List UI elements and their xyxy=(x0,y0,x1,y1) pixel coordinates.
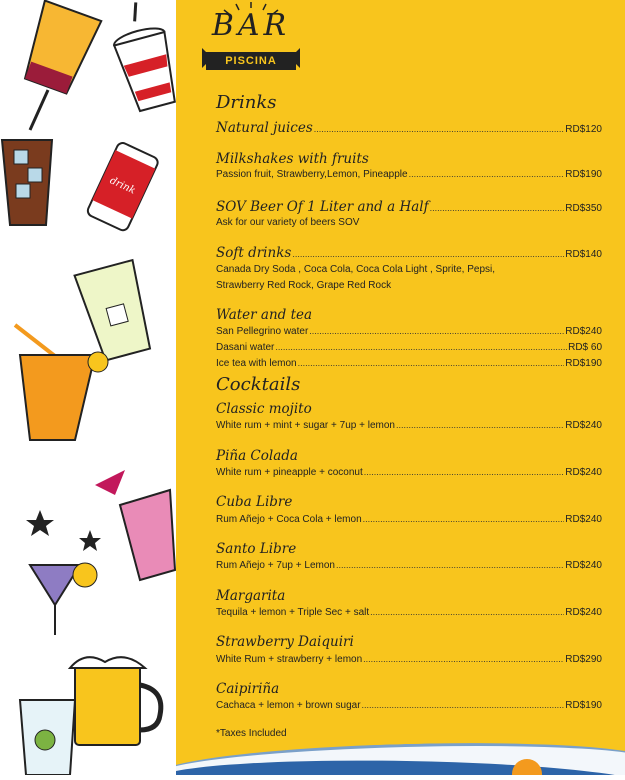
cocktail-description: Tequila + lemon + Triple Sec + salt xyxy=(216,607,370,618)
cocktail-price: RD$240 xyxy=(565,607,602,618)
lemonade-glass-icon xyxy=(75,260,156,362)
item-price: RD$140 xyxy=(565,249,602,260)
cocktail-row-santo-libre xyxy=(216,558,602,573)
juice-glass-icon xyxy=(18,1,102,97)
water-glass-icon xyxy=(20,700,75,775)
cocktail-row-caipirina xyxy=(216,698,602,713)
menu-item-milkshakes xyxy=(216,167,602,182)
item-name: San Pellegrino water xyxy=(216,326,309,337)
item-price: RD$190 xyxy=(565,358,602,369)
cocktail-description: White rum + pineapple + coconut xyxy=(216,467,363,478)
cocktail-description: Rum Añejo + 7up + Lemon xyxy=(216,560,335,571)
item-description: Passion fruit, Strawberry,Lemon, Pineapple xyxy=(216,169,408,180)
item-price: RD$120 xyxy=(565,124,602,135)
leader-dots xyxy=(314,124,565,134)
item-description-line-1: Canada Dry Soda , Coca Cola, Coca Cola Light , Sprite, Pepsi, xyxy=(216,264,496,275)
cocktail-name: Caipiriña xyxy=(216,681,280,697)
cocktail-name: Piña Colada xyxy=(216,448,298,464)
leader-dots xyxy=(362,698,565,713)
svg-text:drink: drink xyxy=(107,175,137,197)
menu-item-water-tea-title: Water and tea xyxy=(216,307,313,323)
beer-mug-icon xyxy=(70,657,161,745)
menu-item-san-pellegrino xyxy=(216,324,602,339)
taxes-note: *Taxes Included xyxy=(216,728,287,739)
cocktail-row-cuba-libre xyxy=(216,512,602,527)
leader-dots xyxy=(363,652,564,667)
drinks-illustrations xyxy=(0,0,176,775)
leader-dots xyxy=(364,465,565,480)
cocktail-price: RD$240 xyxy=(565,420,602,431)
menu-item-ice-tea xyxy=(216,356,602,371)
cocktail-price: RD$190 xyxy=(565,700,602,711)
pink-cocktail-icon xyxy=(95,470,175,580)
leader-dots xyxy=(409,167,565,182)
menu-item-milkshakes-title: Milkshakes with fruits xyxy=(216,151,369,167)
item-name: Dasani water xyxy=(216,342,275,353)
item-name: Ice tea with lemon xyxy=(216,358,297,369)
cocktail-description: Cachaca + lemon + brown sugar xyxy=(216,700,361,711)
soda-cup-icon xyxy=(105,0,176,113)
cocktail-name: Cuba Libre xyxy=(216,494,293,510)
item-name: SOV Beer Of 1 Liter and a Half xyxy=(216,199,429,215)
cocktail-name: Strawberry Daiquiri xyxy=(216,634,354,650)
leader-dots xyxy=(336,558,564,573)
item-price: RD$190 xyxy=(565,169,602,180)
item-price: RD$ 60 xyxy=(568,342,602,353)
cocktail-name: Classic mojito xyxy=(216,401,312,417)
orange-drink-icon xyxy=(15,325,108,440)
section-heading-drinks: Drinks xyxy=(216,92,277,113)
menu-item-dasani xyxy=(216,340,602,355)
soda-can-icon xyxy=(86,141,160,232)
cocktail-price: RD$240 xyxy=(565,560,602,571)
cocktail-price: RD$290 xyxy=(565,654,602,665)
cocktail-row-classic-mojito xyxy=(216,418,602,433)
iced-cola-icon xyxy=(2,90,52,225)
cocktail-description: Rum Añejo + Coca Cola + lemon xyxy=(216,514,362,525)
cocktail-row-pina-colada xyxy=(216,465,602,480)
item-price: RD$240 xyxy=(565,326,602,337)
logo-subtitle: PISCINA xyxy=(206,52,296,70)
leader-dots xyxy=(275,340,567,355)
item-description: Ask for our variety of beers SOV xyxy=(216,217,360,228)
item-name: Natural juices xyxy=(216,120,313,136)
martini-stars-icon xyxy=(26,510,101,635)
cocktail-name: Santo Libre xyxy=(216,541,297,557)
item-price: RD$350 xyxy=(565,203,602,214)
leader-dots xyxy=(292,249,564,259)
cocktail-name: Margarita xyxy=(216,588,286,604)
cocktail-description: White Rum + strawberry + lemon xyxy=(216,654,363,665)
leader-dots xyxy=(309,324,564,339)
cocktail-row-strawberry-daiquiri xyxy=(216,652,602,667)
menu-item-sov-beer xyxy=(216,199,602,216)
section-heading-cocktails: Cocktails xyxy=(216,374,301,395)
bar-piscina-logo xyxy=(196,2,306,76)
menu-item-soft-drinks xyxy=(216,245,602,262)
leader-dots xyxy=(370,605,564,620)
drinks-illustration-strip xyxy=(0,0,176,775)
leader-dots xyxy=(298,356,565,371)
item-description-line-2: Strawberry Red Rock, Grape Red Rock xyxy=(216,280,392,291)
cocktail-price: RD$240 xyxy=(565,467,602,478)
item-name: Soft drinks xyxy=(216,245,292,261)
menu-item-natural-juices xyxy=(216,120,602,137)
leader-dots xyxy=(430,203,565,213)
leader-dots xyxy=(363,512,565,527)
leader-dots xyxy=(396,418,564,433)
cocktail-row-margarita xyxy=(216,605,602,620)
cocktail-description: White rum + mint + sugar + 7up + lemon xyxy=(216,420,395,431)
logo-title: BAR xyxy=(211,8,291,43)
cocktail-price: RD$240 xyxy=(565,514,602,525)
